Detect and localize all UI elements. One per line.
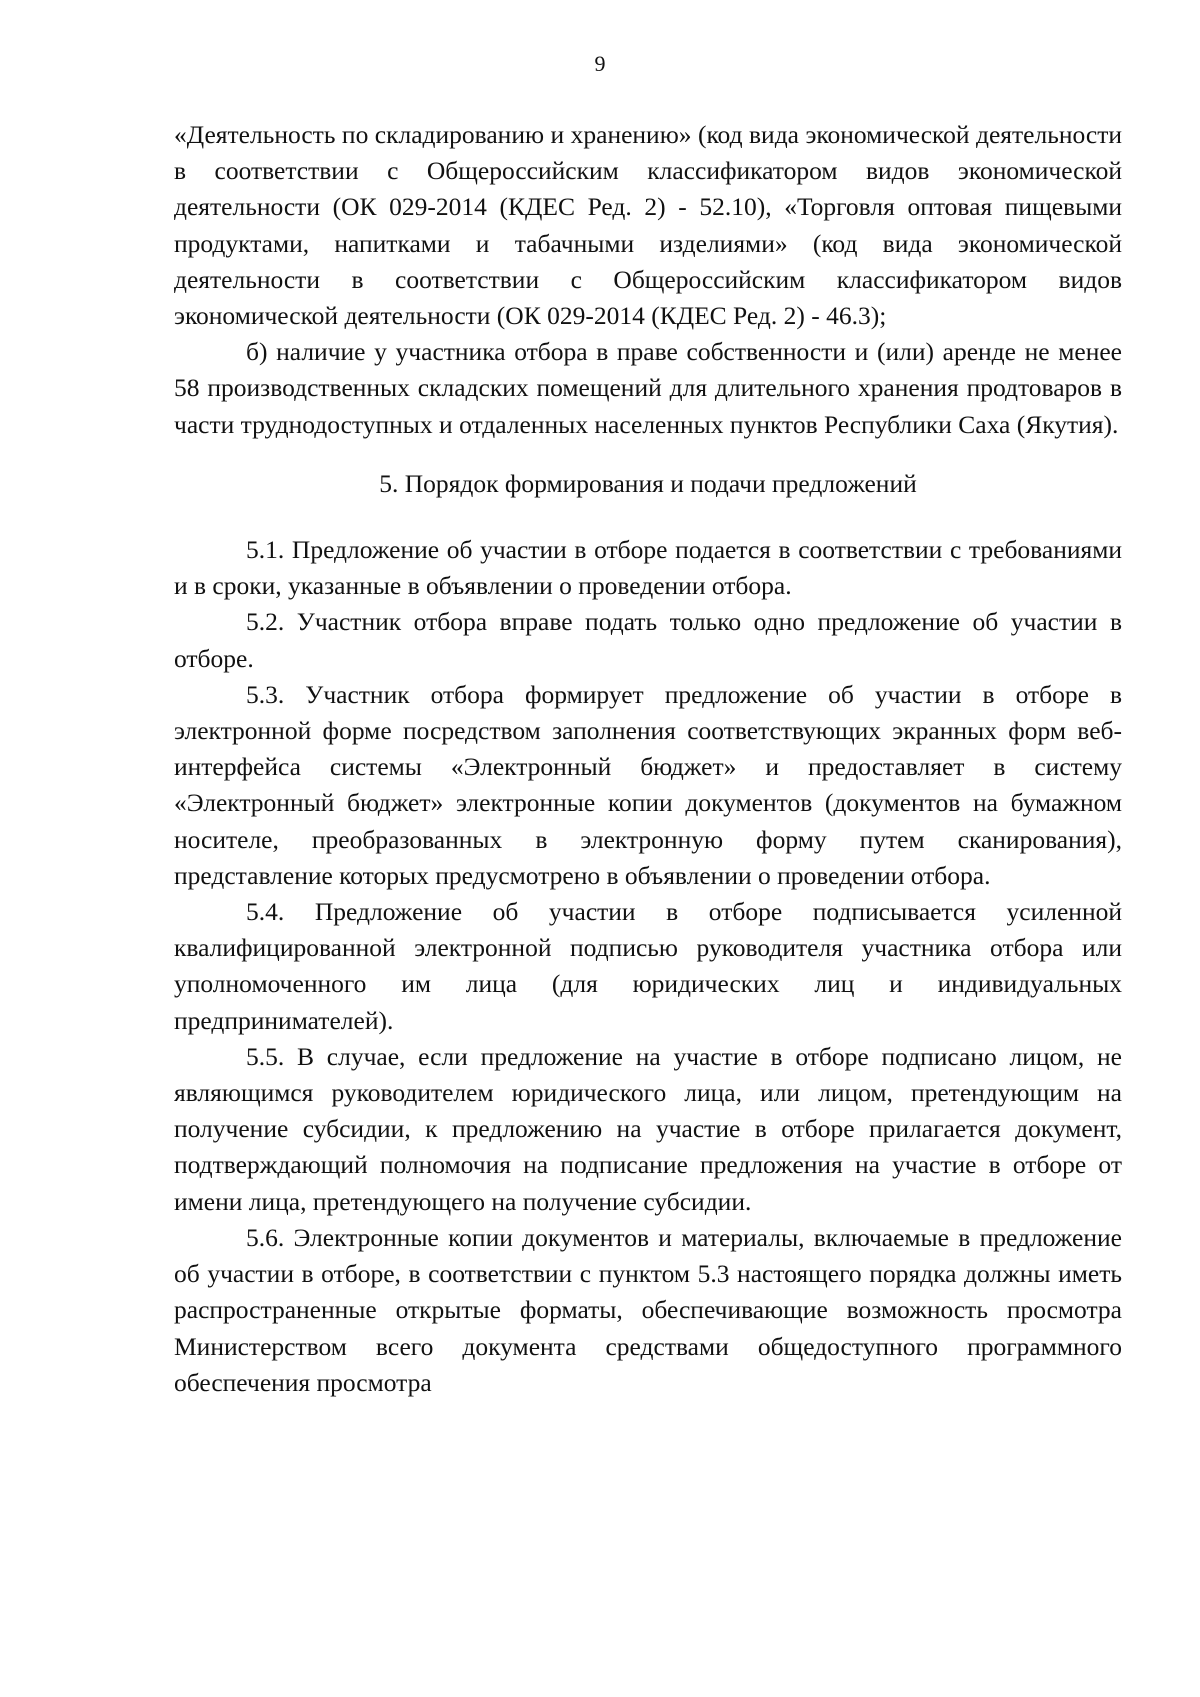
paragraph-5-1: 5.1. Предложение об участии в отборе подается в соответствии с требованиями и в сроки, указанные в объявлении о проведении отбора. (174, 535, 1122, 601)
paragraph-5-2: 5.2. Участник отбора вправе подать только одно предложение об участии в отборе. (174, 607, 1122, 673)
document-body (174, 117, 1122, 1401)
page-number: 9 (594, 51, 606, 76)
paragraph-5-5: 5.5. В случае, если предложение на участие в отборе подписано лицом, не являющимся руководителем юридического лица, или лицом, претендующим на получение субсидии, к предложению на участие в отборе прилагается документ, подтверждающий полномочия на подписание предложения на участие в отборе от имени лица, претендующего на получение субсидии. (174, 1041, 1122, 1216)
paragraph-5-6: 5.6. Электронные копии документов и материалы, включаемые в предложение об участии в отборе, в соответствии с пунктом 5.3 настоящего порядка должны иметь распространенные открытые форматы, обеспечивающие возможность просмотра Министерством всего документа средствами общедоступного программного обеспечения просмотра (174, 1222, 1122, 1397)
paragraph-b: б) наличие у участника отбора в праве собственности и (или) аренде не менее 58 производственных складских помещений для длительного хранения продтоваров в части труднодоступных и отдаленных населенных пунктов Республики Саха (Якутия). (174, 337, 1122, 439)
paragraph-5-3: 5.3. Участник отбора формирует предложение об участии в отборе в электронной форме посредством заполнения соответствующих экранных форм веб-интерфейса системы «Электронный бюджет» и предоставляет в систему «Электронный бюджет» электронные копии документов (документов на бумажном носителе, преобразованных в электронную форму путем сканирования), представление которых предусмотрено в объявлении о проведении отбора. (174, 679, 1122, 890)
paragraph-5-4: 5.4. Предложение об участии в отборе подписывается усиленной квалифицированной электронной подписью руководителя участника отбора или уполномоченного им лица (для юридических лиц и индивидуальных предпринимателей). (174, 897, 1122, 1035)
section-heading: 5. Порядок формирования и подачи предложений (379, 468, 917, 498)
paragraph-continued: «Деятельность по складированию и хранению» (код вида экономической деятельности в соответствии с Общероссийским классификатором видов экономической деятельности (ОК 029-2014 (КДЕС Ред. 2) - 52.10), «Торговля оптовая пищевыми продуктами, напитками и табачными изделиями» (код вида экономической деятельности в соответствии с Общероссийским классификатором видов экономической деятельности (ОК 029-2014 (КДЕС Ред. 2) - 46.3); (174, 120, 1122, 331)
